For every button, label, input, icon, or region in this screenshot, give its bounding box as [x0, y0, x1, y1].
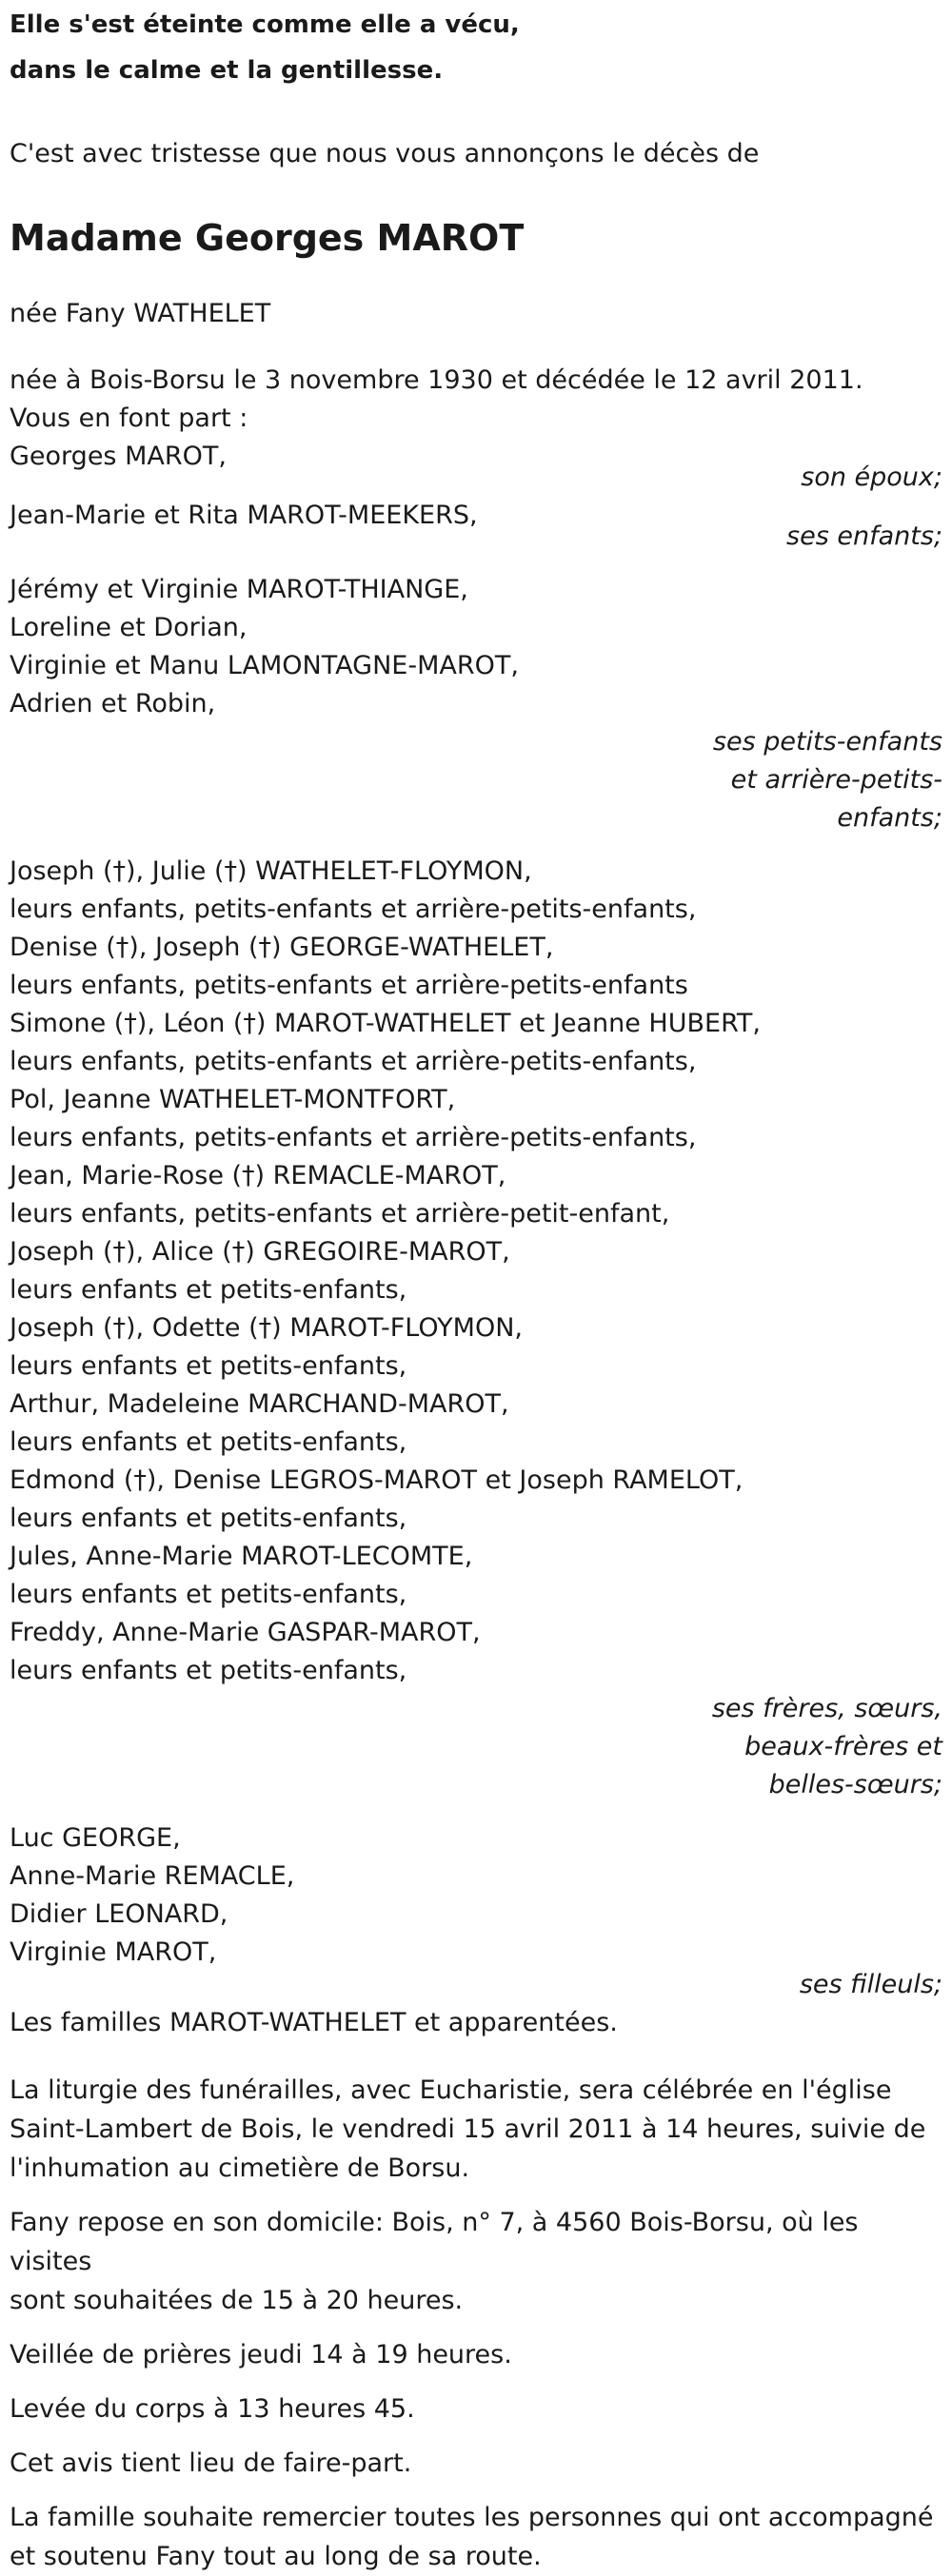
family-name: Jean, Marie-Rose (†) REMACLE-MAROT, — [10, 1161, 506, 1190]
family-role: ses enfants; — [786, 521, 942, 551]
family-name: Loreline et Dorian, — [10, 613, 248, 642]
family-name: leurs enfants et petits-enfants, — [10, 1656, 407, 1685]
family-name: leurs enfants, petits-enfants et arrière-petits-enfants, — [10, 1123, 697, 1152]
family-name: Jérémy et Virginie MAROT-THIANGE, — [10, 575, 468, 604]
funeral-line: Saint-Lambert de Bois, le vendredi 15 avril 2011 à 14 heures, suivie de — [10, 2114, 926, 2144]
family-group-grandchildren — [10, 571, 942, 837]
family-name: leurs enfants, petits-enfants et arrière-petit-enfant, — [10, 1199, 670, 1229]
epigraph-line: dans le calme et la gentillesse. — [10, 56, 444, 85]
dates: née à Bois-Borsu le 3 novembre 1930 et décédée le 12 avril 2011. — [10, 365, 863, 395]
family-name: Anne-Marie REMACLE, — [10, 1861, 295, 1891]
epigraph-line: Elle s'est éteinte comme elle a vécu, — [10, 10, 520, 39]
announcement: C'est avec tristesse que nous vous annonçons le décès de — [10, 139, 760, 168]
family-name: Jules, Anne-Marie MAROT-LECOMTE, — [10, 1542, 473, 1571]
faire-part-line: Cet avis tient lieu de faire-part. — [10, 2448, 412, 2478]
deceased-name: Madame Georges MAROT — [10, 217, 525, 259]
family-name: Joseph (†), Odette (†) MAROT-FLOYMON, — [10, 1313, 523, 1343]
family-role: belles-sœurs; — [768, 1770, 942, 1799]
funeral-paragraph — [10, 2071, 942, 2188]
family-role: enfants; — [837, 803, 942, 833]
family-name: Pol, Jeanne WATHELET-MONTFORT, — [10, 1085, 456, 1114]
family-name: Didier LEONARD, — [10, 1899, 228, 1929]
family-group-godchildren — [10, 1819, 942, 2004]
family-role: beaux-frères et — [744, 1732, 942, 1761]
family-name: Adrien et Robin, — [10, 689, 216, 718]
family-name: leurs enfants et petits-enfants, — [10, 1504, 407, 1533]
family-name: Jean-Marie et Rita MAROT-MEEKERS, — [10, 501, 478, 530]
birth-name: née Fany WATHELET — [10, 299, 271, 328]
family-role: ses frères, sœurs, — [711, 1694, 942, 1723]
family-name: Luc GEORGE, — [10, 1823, 181, 1853]
family-name: Georges MAROT, — [10, 442, 227, 471]
repose-line: sont souhaitées de 15 à 20 heures. — [10, 2286, 464, 2315]
family-name: Joseph (†), Alice (†) GREGOIRE-MAROT, — [10, 1237, 510, 1267]
family-name: leurs enfants, petits-enfants et arrière-petits-enfants, — [10, 1047, 697, 1076]
funeral-line: l'inhumation au cimetière de Borsu. — [10, 2153, 470, 2183]
family-role: ses petits-enfants — [712, 727, 942, 757]
family-name: leurs enfants et petits-enfants, — [10, 1351, 407, 1381]
family-name: Simone (†), Léon (†) MAROT-WATHELET et Jeanne HUBERT, — [10, 1009, 761, 1038]
thanks-paragraph — [10, 2498, 942, 2576]
family-role: et arrière-petits- — [730, 765, 942, 795]
notice-intro: Vous en font part : — [10, 403, 248, 433]
family-name: Joseph (†), Julie (†) WATHELET-FLOYMON, — [10, 856, 532, 886]
repose-paragraph — [10, 2203, 942, 2320]
family-name: Denise (†), Joseph (†) GEORGE-WATHELET, — [10, 933, 554, 962]
levee-line: Levée du corps à 13 heures 45. — [10, 2394, 415, 2424]
vigil-line: Veillée de prières jeudi 14 à 19 heures. — [10, 2340, 512, 2370]
family-name: Virginie MAROT, — [10, 1937, 217, 1967]
family-group-children — [10, 497, 942, 556]
thanks-line: La famille souhaite remercier toutes les personnes qui ont accompagné — [10, 2503, 934, 2532]
family-role: son époux; — [801, 462, 942, 492]
family-name: leurs enfants, petits-enfants et arrière-petits-enfants, — [10, 895, 697, 924]
family-name: leurs enfants et petits-enfants, — [10, 1580, 407, 1609]
family-name: leurs enfants et petits-enfants, — [10, 1427, 407, 1457]
epigraph — [10, 2, 942, 93]
family-name: leurs enfants, petits-enfants et arrière-petits-enfants — [10, 971, 688, 1000]
funeral-line: La liturgie des funérailles, avec Eucharistie, sera célébrée en l'église — [10, 2075, 892, 2105]
family-name: leurs enfants et petits-enfants, — [10, 1275, 407, 1305]
obituary-notice — [0, 2, 952, 2571]
thanks-line: et soutenu Fany tout au long de sa route. — [10, 2542, 542, 2571]
repose-line: Fany repose en son domicile: Bois, n° 7, à 4560 Bois-Borsu, où les visites — [10, 2208, 859, 2276]
family-group-spouse — [10, 438, 942, 497]
family-name: Arthur, Madeleine MARCHAND-MAROT, — [10, 1389, 509, 1419]
family-name: Edmond (†), Denise LEGROS-MAROT et Joseph RAMELOT, — [10, 1465, 744, 1495]
family-name: Virginie et Manu LAMONTAGNE-MAROT, — [10, 651, 519, 680]
family-role: ses filleuls; — [799, 1970, 942, 1999]
family-name: Freddy, Anne-Marie GASPAR-MAROT, — [10, 1618, 481, 1647]
families-line: Les familles MAROT-WATHELET et apparentées. — [10, 2008, 618, 2037]
family-group-siblings — [10, 853, 942, 1804]
